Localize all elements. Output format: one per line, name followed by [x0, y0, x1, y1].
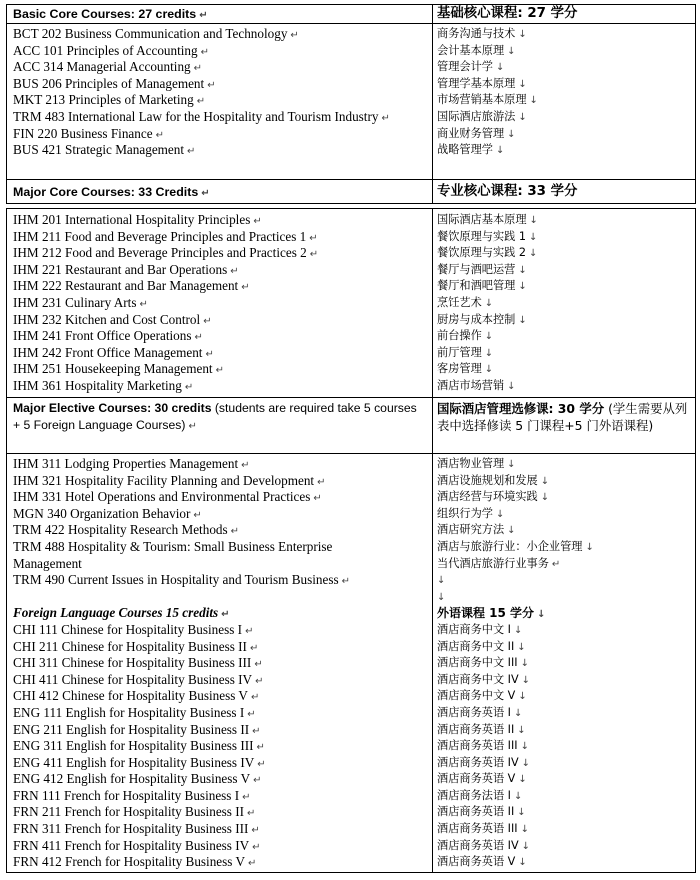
- course-row: IHM 331 Hotel Operations and Environmental Practices ↵: [13, 489, 322, 505]
- major-elective-course-block: [6, 453, 696, 873]
- course-row-cn: 酒店研究方法 ↓: [437, 523, 516, 537]
- course-row-cn: 厨房与成本控制 ↓: [437, 312, 527, 326]
- basic-core-header-cn: 基础核心课程: 27 学分: [437, 6, 578, 21]
- course-row-cn: 市场营销基本原理 ↓: [437, 93, 538, 107]
- foreign-course-row-cn: 酒店商务英语 III ↓: [437, 739, 529, 753]
- foreign-course-row-cn: 酒店商务英语 II ↓: [437, 805, 526, 819]
- course-row-cn: 前台操作 ↓: [437, 329, 494, 343]
- course-row: IHM 321 Hospitality Facility Planning and Development ↵: [13, 472, 326, 488]
- foreign-course-row-cn: 酒店商务英语 II ↓: [437, 722, 526, 736]
- major-elective-header: Major Elective Courses: 30 credits (students are required take 5 courses + 5 Foreign Language Courses) ↵: [13, 401, 417, 432]
- course-row-cn: 战略管理学 ↓: [437, 143, 505, 157]
- course-row: IHM 232 Kitchen and Cost Control ↵: [13, 311, 212, 327]
- foreign-course-row-cn: 酒店商务中文 II ↓: [437, 639, 526, 653]
- empty-cn-row: ↓: [437, 575, 446, 587]
- elective-course-last: TRM 490 Current Issues in Hospitality and Tourism Business ↵: [13, 572, 350, 588]
- course-row-cn: 餐饮原理与实践 1 ↓: [437, 229, 538, 243]
- basic-core-header: Basic Core Courses: 27 credits ↵: [13, 7, 208, 21]
- course-row: TRM 422 Hospitality Research Methods ↵: [13, 522, 240, 538]
- course-row: ACC 314 Managerial Accounting ↵: [13, 59, 203, 75]
- foreign-course-row: ENG 211 English for Hospitality Business II ↵: [13, 721, 261, 737]
- course-row-cn: 餐厅与酒吧运营 ↓: [437, 262, 527, 276]
- foreign-course-row: CHI 211 Chinese for Hospitality Business II ↵: [13, 638, 259, 654]
- foreign-course-row: ENG 311 English for Hospitality Business III ↵: [13, 738, 265, 754]
- course-row-cn: 前厅管理 ↓: [437, 345, 494, 359]
- foreign-course-row: FRN 412 French for Hospitality Business V ↵: [13, 854, 257, 870]
- foreign-course-row: ENG 111 English for Hospitality Business I ↵: [13, 704, 256, 720]
- course-row: IHM 211 Food and Beverage Principles and Practices 1 ↵: [13, 228, 318, 244]
- course-row: IHM 231 Culinary Arts ↵: [13, 294, 148, 310]
- foreign-course-row: ENG 411 English for Hospitality Business IV ↵: [13, 754, 266, 770]
- basic-core-list-en: [13, 26, 431, 159]
- course-row-cn: 管理会计学 ↓: [437, 60, 505, 74]
- foreign-course-row: FRN 111 French for Hospitality Business I ↵: [13, 787, 251, 803]
- foreign-course-row: FRN 411 French for Hospitality Business IV ↵: [13, 837, 261, 853]
- elective-course-wrapped: TRM 488 Hospitality & Tourism: Small Business Enterprise Management: [13, 538, 333, 571]
- course-row: BUS 206 Principles of Management ↵: [13, 75, 216, 91]
- course-row: FIN 220 Business Finance ↵: [13, 125, 164, 141]
- foreign-course-row-cn: 酒店商务英语 I ↓: [437, 705, 523, 719]
- major-core-header: Major Core Courses: 33 Credits ↵: [13, 185, 210, 199]
- major-elective-header-cn: 国际酒店管理选修课: 30 学分 (学生需要从列表中选择修读 5 门课程+5 门外语课程): [437, 401, 688, 433]
- elective-course-wrapped-cn-2: 当代酒店旅游行业事务 ↵: [437, 556, 561, 570]
- foreign-course-row: CHI 111 Chinese for Hospitality Business I ↵: [13, 621, 254, 637]
- major-core-course-block: [6, 208, 696, 398]
- course-row: ACC 101 Principles of Accounting ↵: [13, 42, 210, 58]
- major-core-list-cn: [437, 212, 693, 395]
- spacer-row: [13, 589, 431, 606]
- course-row-cn: 酒店市场营销 ↓: [437, 378, 516, 392]
- course-row: IHM 242 Front Office Management ↵: [13, 344, 214, 360]
- course-row-cn: 管理学基本原理 ↓: [437, 76, 527, 90]
- course-row: IHM 241 Front Office Operations ↵: [13, 328, 203, 344]
- foreign-course-row-cn: 酒店商务中文 I ↓: [437, 622, 523, 636]
- course-row: TRM 483 International Law for the Hospitality and Tourism Industry ↵: [13, 108, 390, 124]
- course-row: MKT 213 Principles of Marketing ↵: [13, 92, 206, 108]
- course-row-cn: 餐厅和酒吧管理 ↓: [437, 279, 527, 293]
- basic-core-course-block: [6, 23, 696, 180]
- basic-core-list-cn: [437, 26, 693, 159]
- foreign-course-row-cn: 酒店商务英语 III ↓: [437, 822, 529, 836]
- course-row: BCT 202 Business Communication and Technology ↵: [13, 26, 299, 41]
- course-row-cn: 酒店物业管理 ↓: [437, 457, 516, 470]
- major-core-list-en: [13, 212, 431, 395]
- course-row: IHM 201 International Hospitality Principles ↵: [13, 212, 262, 227]
- foreign-course-row: FRN 311 French for Hospitality Business III ↵: [13, 821, 260, 837]
- foreign-course-row: CHI 412 Chinese for Hospitality Business V ↵: [13, 688, 260, 704]
- foreign-language-header: Foreign Language Courses 15 credits ↵: [13, 605, 230, 621]
- foreign-course-row-cn: 酒店商务英语 IV ↓: [437, 755, 531, 769]
- major-elective-list-cn: [437, 456, 693, 871]
- course-row: BUS 421 Strategic Management ↵: [13, 142, 196, 158]
- major-core-header-cn: 专业核心课程: 33 学分: [437, 184, 578, 199]
- course-row-cn: 国际酒店基本原理 ↓: [437, 213, 538, 226]
- course-row-cn: 商业财务管理 ↓: [437, 126, 516, 140]
- course-row: IHM 222 Restaurant and Bar Management ↵: [13, 278, 250, 294]
- course-row-cn: 烹饪艺术 ↓: [437, 295, 494, 309]
- course-row: IHM 221 Restaurant and Bar Operations ↵: [13, 261, 239, 277]
- foreign-course-row-cn: 酒店商务中文 IV ↓: [437, 672, 531, 686]
- course-row-cn: 酒店设施规划和发展 ↓: [437, 473, 550, 487]
- foreign-course-row-cn: 酒店商务英语 V ↓: [437, 772, 527, 786]
- foreign-course-row: ENG 412 English for Hospitality Business V ↵: [13, 771, 262, 787]
- course-row-cn: 餐饮原理与实践 2 ↓: [437, 246, 538, 260]
- course-row-cn: 客房管理 ↓: [437, 362, 494, 376]
- course-row-cn: 会计基本原理 ↓: [437, 43, 516, 57]
- course-row: IHM 311 Lodging Properties Management ↵: [13, 456, 250, 471]
- course-row: MGN 340 Organization Behavior ↵: [13, 505, 202, 521]
- major-core-header-block: [6, 179, 696, 204]
- foreign-course-row-cn: 酒店商务中文 V ↓: [437, 689, 527, 703]
- course-row-cn: 国际酒店旅游法 ↓: [437, 109, 527, 123]
- foreign-course-row-cn: 酒店商务英语 IV ↓: [437, 838, 531, 852]
- course-row-cn: 商务沟通与技术 ↓: [437, 27, 527, 40]
- course-row: IHM 212 Food and Beverage Principles and Practices 2 ↵: [13, 245, 319, 261]
- course-row: IHM 361 Hospitality Marketing ↵: [13, 377, 194, 393]
- elective-course-wrapped-cn-1: 酒店与旅游行业：小企业管理 ↓: [437, 539, 594, 553]
- foreign-course-row-cn: 酒店商务法语 I ↓: [437, 788, 523, 802]
- foreign-course-row-cn: 酒店商务中文 III ↓: [437, 656, 529, 670]
- course-row-cn: 酒店经营与环境实践 ↓: [437, 490, 550, 504]
- major-elective-list-en: [13, 456, 431, 871]
- foreign-language-header-cn: 外语课程 15 学分 ↓: [437, 606, 546, 621]
- foreign-course-row: CHI 411 Chinese for Hospitality Business IV ↵: [13, 671, 264, 687]
- course-row-cn: 组织行为学 ↓: [437, 506, 505, 520]
- empty-cn-row: ↓: [437, 591, 446, 603]
- foreign-course-row-cn: 酒店商务英语 V ↓: [437, 855, 527, 869]
- foreign-course-row: CHI 311 Chinese for Hospitality Business III ↵: [13, 655, 263, 671]
- basic-core-header-block: [6, 4, 696, 24]
- major-elective-header-block: [6, 397, 696, 454]
- foreign-course-row: FRN 211 French for Hospitality Business II ↵: [13, 804, 256, 820]
- course-row: IHM 251 Housekeeping Management ↵: [13, 361, 224, 377]
